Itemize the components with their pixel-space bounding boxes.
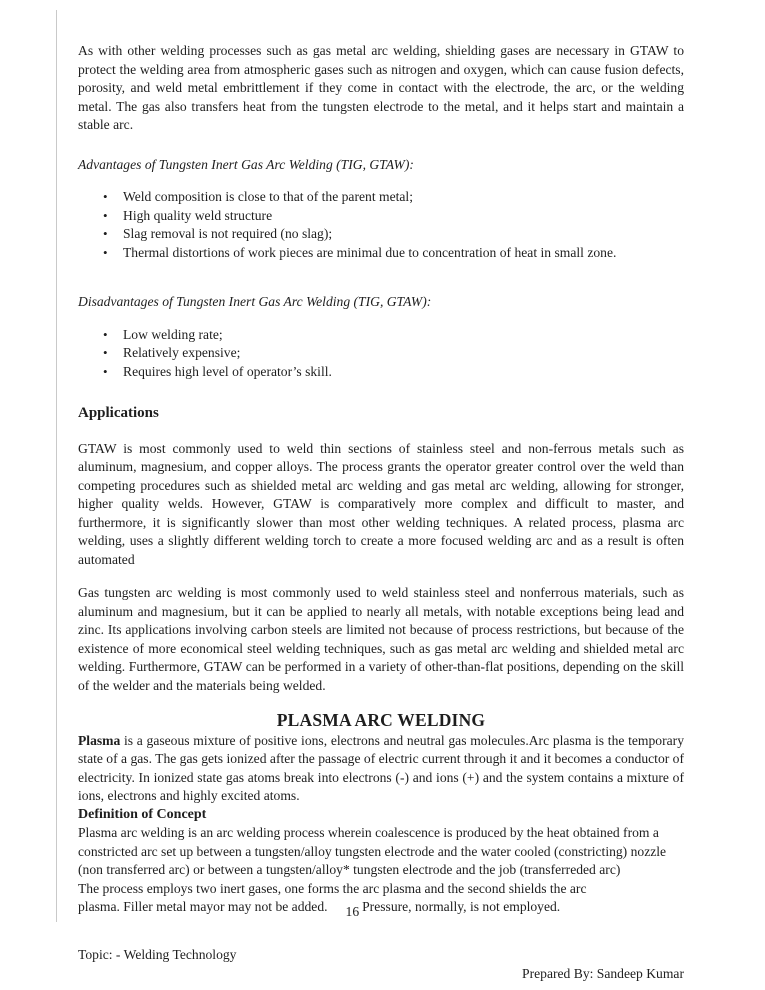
- list-item: • High quality weld structure: [123, 207, 684, 226]
- definition-paragraph: Plasma arc welding is an arc welding process wherein coalescence is produced by the heat obtained from a constricted arc set up between a tungsten/alloy tungsten electrode and the water cooled (constricting) nozzle (non transferred arc) or between a tungsten/alloy* tungsten electrode and the job (transferreded arc): [78, 825, 667, 877]
- list-item: • Thermal distortions of work pieces are minimal due to concentration of heat in small zone.: [123, 244, 684, 263]
- plasma-intro-text: is a gaseous mixture of positive ions, electrons and neutral gas molecules.Arc plasma is the temporary state of a gas. The gas gets ionized after the passage of electric current through it and it becomes a conductor of electricity. In ionized state gas atoms break into electrons (-) and ions (+) and the system contains a mixture of ions, electrons and highly excited atoms.: [78, 732, 684, 803]
- footer-topic: Topic: - Welding Technology: [78, 946, 237, 962]
- definition-of-concept-heading: Definition of Concept: [78, 806, 207, 822]
- plasma-lead-word: Plasma: [78, 732, 121, 748]
- disadvantages-heading: Disadvantages of Tungsten Inert Gas Arc Welding (TIG, GTAW):: [78, 294, 432, 309]
- process-line-1: The process employs two inert gases, one forms the arc plasma and the second shields the arc: [78, 880, 587, 896]
- list-item: • Weld composition is close to that of the parent metal;: [123, 188, 684, 207]
- intro-paragraph: As with other welding processes such as gas metal arc welding, shielding gases are necessary in GTAW to protect the welding area from atmospheric gases such as nitrogen and oxygen, which can cause fusion defects, porosity, and weld metal embrittlement if they come in contact with the electrode, the arc, or the welding metal. The gas also transfers heat from the tungsten electrode to the metal, and it helps start and maintain a stable arc.: [78, 43, 684, 132]
- list-item: • Requires high level of operator’s skill.: [123, 363, 684, 382]
- disadvantages-list: [78, 326, 684, 382]
- advantages-heading: Advantages of Tungsten Inert Gas Arc Welding (TIG, GTAW):: [78, 156, 414, 172]
- process-paragraph: [78, 880, 684, 917]
- scan-artifact-line: [56, 10, 57, 922]
- applications-paragraph-1: GTAW is most commonly used to weld thin sections of stainless steel and non-ferrous metals such as aluminum, magnesium, and copper alloys. The process grants the operator greater control over the weld than competing procedures such as shielded metal arc welding and gas metal arc welding, allowing for stronger, higher quality welds. However, GTAW is comparatively more complex and difficult to master, and furthermore, it is significantly slower than most other welding techniques. A related process, plasma arc welding, uses a slightly different welding torch to create a more focused welding arc and as a result is often automated: [78, 440, 684, 567]
- footer-prepared-by: Prepared By: Sandeep Kumar: [522, 966, 684, 981]
- applications-heading: Applications: [78, 405, 159, 421]
- page-content: [78, 40, 684, 984]
- advantages-list: [78, 188, 684, 262]
- list-item: • Low welding rate;: [123, 326, 684, 345]
- plasma-arc-welding-heading: PLASMA ARC WELDING: [276, 710, 486, 730]
- list-item: • Relatively expensive;: [123, 344, 684, 363]
- list-item: • Slag removal is not required (no slag);: [123, 225, 684, 244]
- page-number: 16: [345, 904, 360, 919]
- plasma-intro-paragraph: [78, 732, 684, 806]
- process-line-2-end: Pressure, normally, is not employed.: [362, 899, 561, 914]
- applications-paragraph-2: Gas tungsten arc welding is most commonly used to weld stainless steel and nonferrous materials, such as aluminum and magnesium, but it can be applied to nearly all metals, with notable exceptions being lead and zinc. Its applications involving carbon steels are limited not because of process restrictions, but because of the existence of more economical steel welding techniques, such as gas metal arc welding and shielded metal arc welding. Furthermore, GTAW can be performed in a variety of other-than-flat positions, depending on the skill of the welder and the materials being welded.: [78, 585, 684, 693]
- process-line-2-start: plasma. Filler metal mayor may not be added.: [78, 899, 328, 914]
